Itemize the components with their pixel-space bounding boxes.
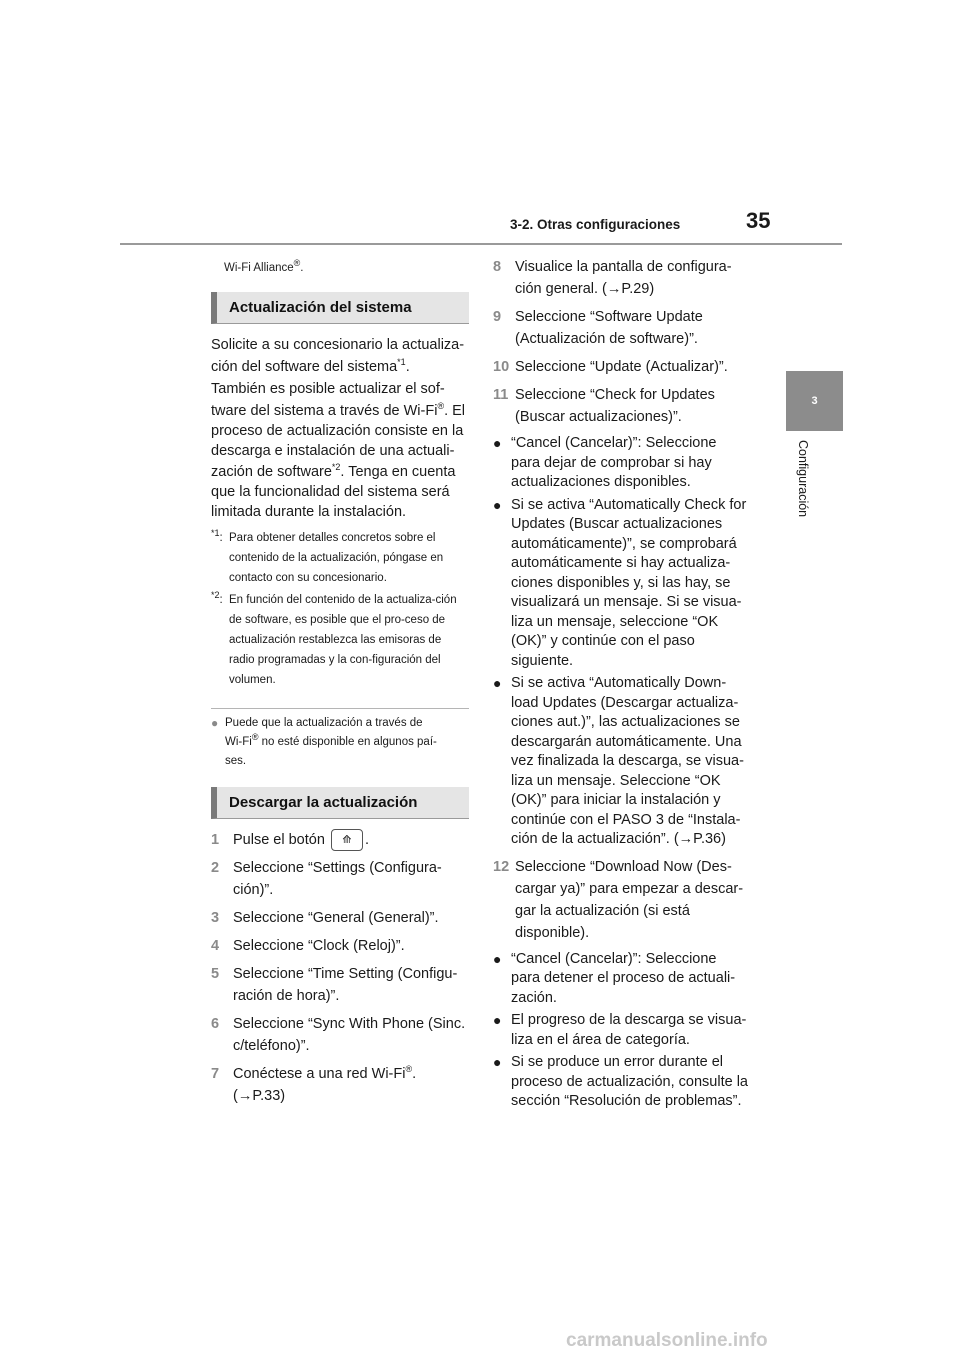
bullet-icon: ● bbox=[493, 1012, 502, 1028]
step-6: 6 Seleccione “Sync With Phone (Sinc. c/teléfono)”. bbox=[211, 1016, 466, 1055]
info-divider bbox=[211, 708, 469, 709]
bullet-icon: ● bbox=[493, 950, 502, 967]
bullet-progress: ● El progreso de la descarga se visua-liza en el área de categoría. bbox=[493, 1011, 749, 1050]
section-title: Descargar la actualización bbox=[229, 793, 418, 811]
step-5: 5 Seleccione “Time Setting (Configu-ración de hora)”. bbox=[211, 966, 458, 1005]
watermark: carmanualsonline.info bbox=[566, 1330, 768, 1351]
section-download-update bbox=[211, 787, 469, 819]
step-8: 8 Visualice la pantalla de configura-ción general. (→P.29) bbox=[493, 259, 732, 297]
bullet-cancel-check: ● “Cancel (Cancelar)”: Seleccione para dejar de comprobar si hay actualizaciones disponibles. bbox=[493, 434, 749, 493]
step-10: 10 Seleccione “Update (Actualizar)”. bbox=[493, 359, 728, 375]
step-4: 4 Seleccione “Clock (Reloj)”. bbox=[211, 938, 405, 955]
intro-fragment: Wi-Fi Alliance®. bbox=[224, 258, 304, 274]
step-11: 11 Seleccione “Check for Updates (Buscar actualizaciones)”. bbox=[493, 387, 715, 425]
bullet-icon: ● bbox=[493, 675, 502, 691]
bullet-icon: ● bbox=[493, 435, 502, 451]
page-number: 35 bbox=[746, 208, 771, 233]
step-2: 2 Seleccione “Settings (Configura-ción)”. bbox=[211, 860, 442, 899]
steps-left bbox=[211, 829, 469, 1107]
chapter-tab[interactable]: 3 bbox=[786, 371, 843, 431]
step-3: 3 Seleccione “General (General)”. bbox=[211, 910, 439, 927]
bullet-icon: ● bbox=[493, 496, 502, 513]
step-7: 7 Conéctese a una red Wi-Fi®. (→P.33) bbox=[211, 1064, 417, 1105]
footnote-2: $^{*2}$: En función del contenido de la actualiza-ción de software, es posible que el pro-ceso de actualización restablezca las emisoras de radio programadas y la con-figuración del volumen. bbox=[211, 590, 457, 686]
section-heading: 3-2. Otras configuraciones bbox=[510, 217, 681, 232]
step-9: 9 Seleccione “Software Update (Actualización de software)”. bbox=[493, 309, 703, 347]
step-12: 12 Seleccione “Download Now (Des-cargar ya)” para empezar a descar-gar la actualización (si está disponible). bbox=[493, 858, 744, 941]
info-bullet-icon: ● bbox=[211, 716, 219, 730]
bullet-error: ● Si se produce un error durante el proceso de actualización, consulte la sección “Resolución de problemas”. bbox=[493, 1053, 749, 1112]
page-reference[interactable]: (→P.33) bbox=[233, 1088, 286, 1105]
info-note: ● Puede que la actualización a través de Wi-Fi® no esté disponible en algunos paí- ses. bbox=[211, 716, 437, 767]
home-button-icon: ⟰ bbox=[331, 829, 363, 851]
section-system-update bbox=[211, 292, 469, 324]
section-title: Actualización del sistema bbox=[229, 298, 412, 316]
bullet-icon: ● bbox=[493, 1054, 502, 1070]
system-update-paragraph: Solicite a su concesionario la actualiza- ción del software del sistema$^{*1}$. También es posible actualizar el sof- tware del sistema a través de Wi-Fi®. El proceso de actualización consiste en la descarga e instalación de una actuali- zación de software$^{*2}$. Tenga en cuenta que la funcionalidad del sistema será limitada durante la instalación. bbox=[211, 337, 466, 520]
bullet-auto-check: ● Si se activa “Automatically Check for Updates (Buscar actualizaciones automáticamente)”, se comprobará automáticamente si hay actualiza-ciones disponibles y, si las hay, se visualizará un mensaje. Si se visua-liza un mensaje, seleccione “OK (OK)” y continúe con el paso siguiente. bbox=[493, 496, 749, 672]
header-divider bbox=[120, 243, 842, 245]
step-1: 1 Pulse el botón ⟰ . bbox=[211, 829, 469, 851]
footnote-1: $^{*1}$: Para obtener detalles concretos sobre el contenido de la actualización, póngase en contacto con su concesionario. bbox=[211, 528, 444, 584]
bullet-auto-download: ● Si se activa “Automatically Down-load Updates (Descargar actualiza-ciones aut.)”, las actualizaciones se descargarán automáticamente. Una vez finalizada la descarga, se visua-liza un mensaje. Seleccione “OK (OK)” para iniciar la instalación y continúe con el PASO 3 de “Instala-ción de la actualización”. (→P.36) bbox=[493, 674, 749, 850]
right-column bbox=[493, 256, 749, 1115]
bullet-cancel-download: ● “Cancel (Cancelar)”: Seleccione para detener el proceso de actuali-zación. bbox=[493, 950, 749, 1009]
left-column bbox=[211, 258, 469, 1113]
chapter-label: Configuración bbox=[796, 440, 810, 518]
